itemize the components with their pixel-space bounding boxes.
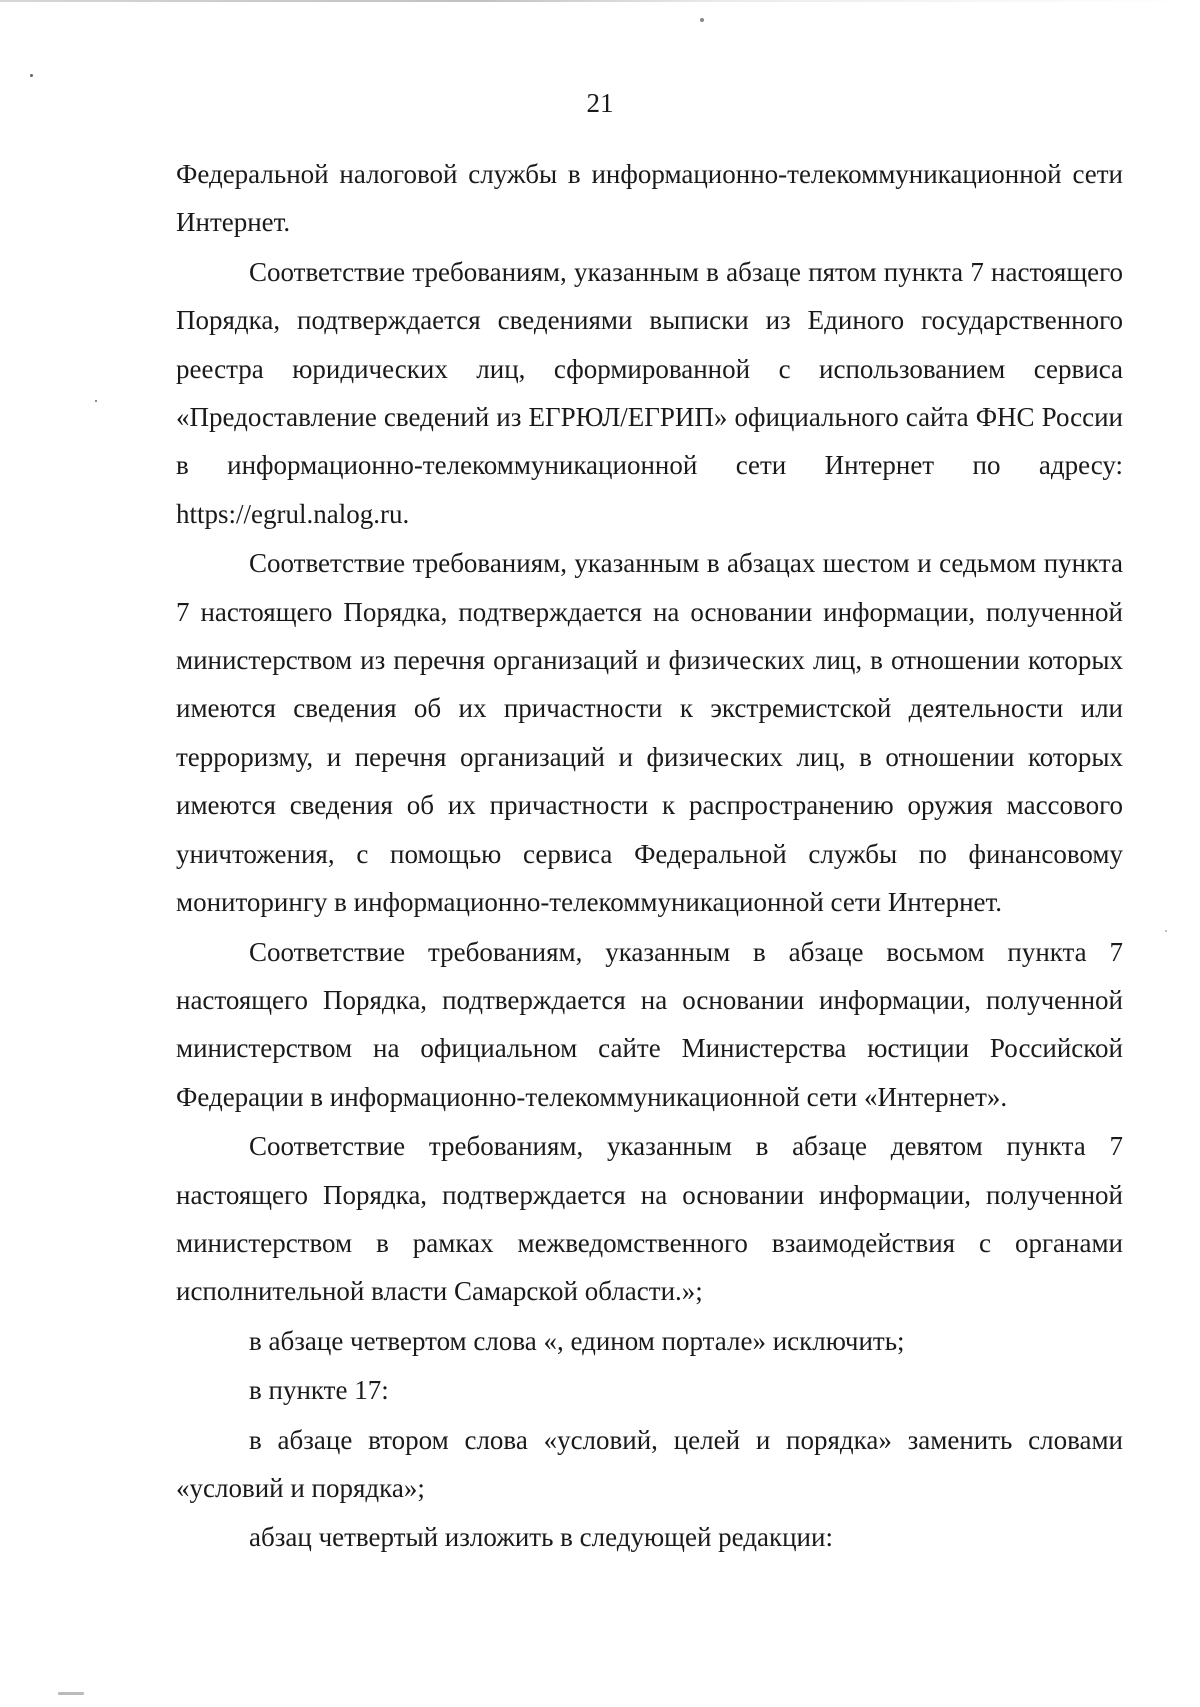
scan-speck xyxy=(58,1692,84,1695)
scan-speck xyxy=(30,74,33,77)
paragraph: Соответствие требованиям, указанным в абзацах шестом и седьмом пункта 7 настоящего Порядка, подтверждается на основании информации, полученной министерством из перечня организаций и физических лиц, в отношении которых имеются сведения об их причастности к экстремистской деятельности или терроризму, и перечня организаций и физических лиц, в отношении которых имеются сведения об их причастности к распространению оружия массового уничтожения, с помощью сервиса Федеральной службы по финансовому мониторингу в информационно-телекоммуникационной сети Интернет. xyxy=(176,548,1123,918)
paragraph: в абзаце четвертом слова «, едином портале» исключить; xyxy=(249,1325,905,1356)
paragraph: Соответствие требованиям, указанным в абзаце восьмом пункта 7 настоящего Порядка, подтверждается на основании информации, полученной министерством на официальном сайте Министерства юстиции Российской Федерации в информационно-телекоммуникационной сети «Интернет». xyxy=(176,936,1123,1112)
document-body xyxy=(176,150,1123,1562)
paragraph: Соответствие требованиям, указанным в абзаце девятом пункта 7 настоящего Порядка, подтверждается на основании информации, полученной министерством в рамках межведомственного взаимодействия с органами исполнительной власти Самарской области.»; xyxy=(176,1131,1123,1307)
paragraph: абзац четвертый изложить в следующей редакции: xyxy=(249,1522,833,1553)
paragraph: в пункте 17: xyxy=(249,1375,389,1406)
paragraph: в абзаце втором слова «условий, целей и порядка» заменить словами «условий и порядка»; xyxy=(176,1424,1123,1503)
paragraph: Соответствие требованиям, указанным в абзаце пятом пункта 7 настоящего Порядка, подтверждается сведениями выписки из Единого государственного реестра юридических лиц, сформированной с использованием сервиса «Предоставление сведений из ЕГРЮЛ/ЕГРИП» официального сайта ФНС России в информационно-телекоммуникационной сети Интернет по адресу: https://egrul.nalog.ru. xyxy=(176,256,1123,529)
scan-edge-line xyxy=(0,0,1200,2)
scan-speck xyxy=(1165,930,1167,932)
page-number: 21 xyxy=(586,88,614,118)
paragraph: Федеральной налоговой службы в информационно-телекоммуникационной сети Интернет. xyxy=(176,159,1123,238)
scan-speck xyxy=(95,400,97,402)
scan-speck xyxy=(700,18,704,22)
